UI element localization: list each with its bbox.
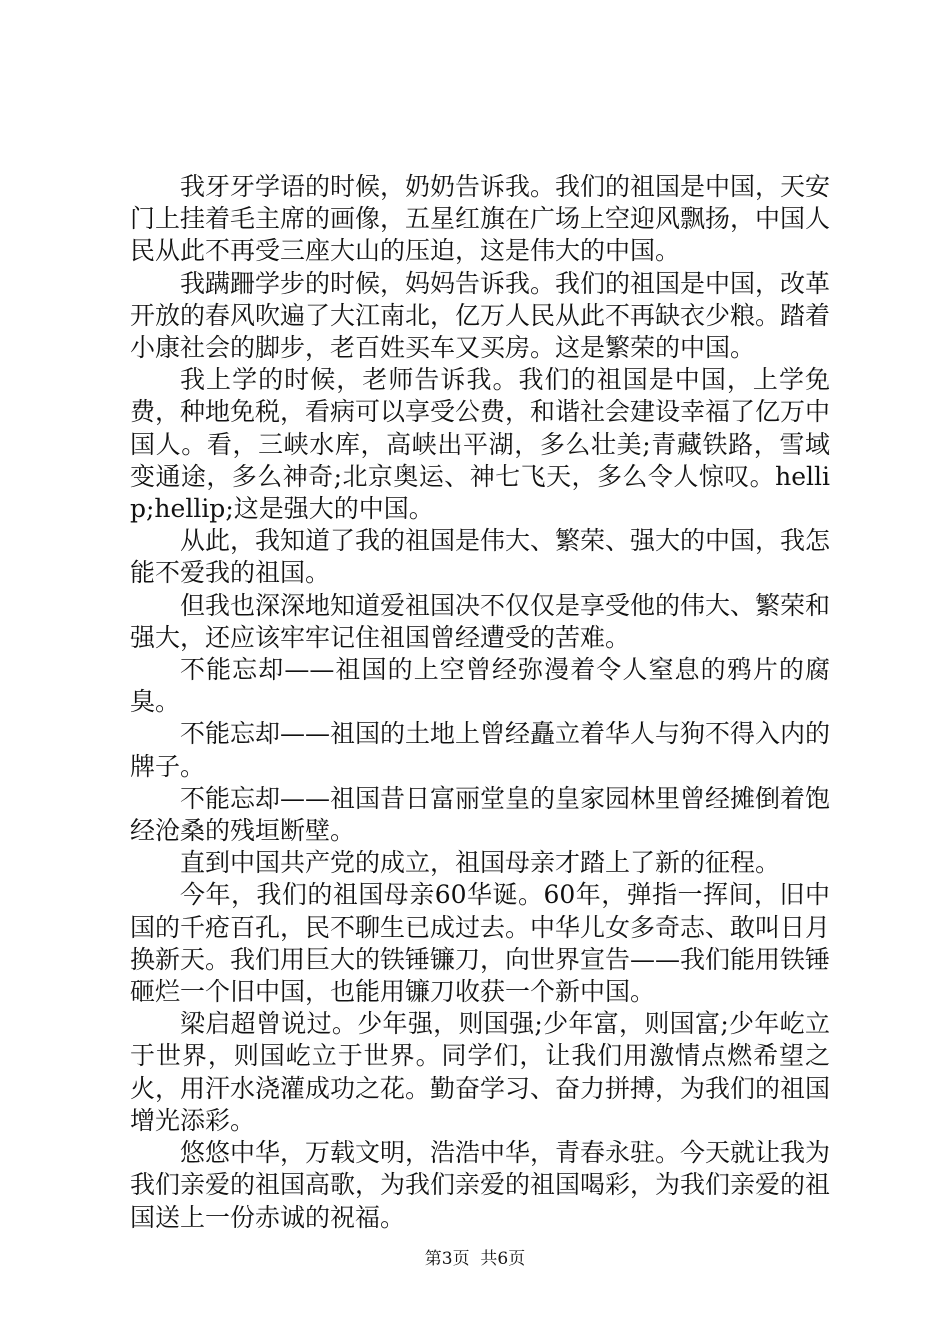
paragraph: 我蹒跚学步的时候，妈妈告诉我。我们的祖国是中国，改革开放的春风吹遍了大江南北，亿万人民从此不再缺衣少粮。踏着小康社会的脚步，老百姓买车又买房。这是繁荣的中国。 <box>130 268 831 363</box>
paragraph: 直到中国共产党的成立，祖国母亲才踏上了新的征程。 <box>180 848 781 878</box>
paragraph: 今年，我们的祖国母亲60华诞。60年，弹指一挥间，旧中国的千疮百孔，民不聊生已成过去。中华儿女多奇志、敢叫日月换新天。我们用巨大的铁锤镰刀，向世界宣告——我们能用铁锤砸烂一个旧中国，也能用镰刀收获一个新中国。 <box>130 880 831 1007</box>
paragraph: 悠悠中华，万载文明，浩浩中华，青春永驻。今天就让我为我们亲爱的祖国高歌，为我们亲爱的祖国喝彩，为我们亲爱的祖国送上一份赤诚的祝福。 <box>130 1138 831 1232</box>
paragraph: 但我也深深地知道爱祖国决不仅仅是享受他的伟大、繁荣和强大，还应该牢牢记住祖国曾经遭受的苦难。 <box>130 590 831 652</box>
document-body <box>130 171 830 1234</box>
page-footer <box>0 1244 950 1269</box>
paragraph: 我牙牙学语的时候，奶奶告诉我。我们的祖国是中国，天安门上挂着毛主席的画像，五星红旗在广场上空迎风飘扬，中国人民从此不再受三座大山的压迫，这是伟大的中国。 <box>130 172 831 266</box>
paragraph: 梁启超曾说过。少年强，则国强;少年富，则国富;少年屹立于世界，则国屹立于世界。同学们，让我们用激情点燃希望之火，用汗水浇灌成功之花。勤奋学习、奋力拼搏，为我们的祖国增光添彩。 <box>130 1009 831 1135</box>
paragraph: 不能忘却——祖国昔日富丽堂皇的皇家园林里曾经摊倒着饱经沧桑的残垣断壁。 <box>130 783 831 846</box>
page-total: 共6页 <box>480 1249 526 1269</box>
paragraph: 从此，我知道了我的祖国是伟大、繁荣、强大的中国，我怎能不爱我的祖国。 <box>130 526 831 588</box>
page-number: 第3页 <box>424 1249 470 1269</box>
paragraph: 我上学的时候，老师告诉我。我们的祖国是中国，上学免费，种地免税，看病可以享受公费，和谐社会建设幸福了亿万中国人。看，三峡水库，高峡出平湖，多么壮美;青藏铁路，雪域变通途，多么神奇;北京奥运、神七飞天，多么令人惊叹。hellip;hellip;这是强大的中国。 <box>130 365 831 524</box>
paragraph: 不能忘却——祖国的上空曾经弥漫着令人窒息的鸦片的腐臭。 <box>130 655 830 717</box>
paragraph: 不能忘却——祖国的土地上曾经矗立着华人与狗不得入内的牌子。 <box>130 719 831 781</box>
